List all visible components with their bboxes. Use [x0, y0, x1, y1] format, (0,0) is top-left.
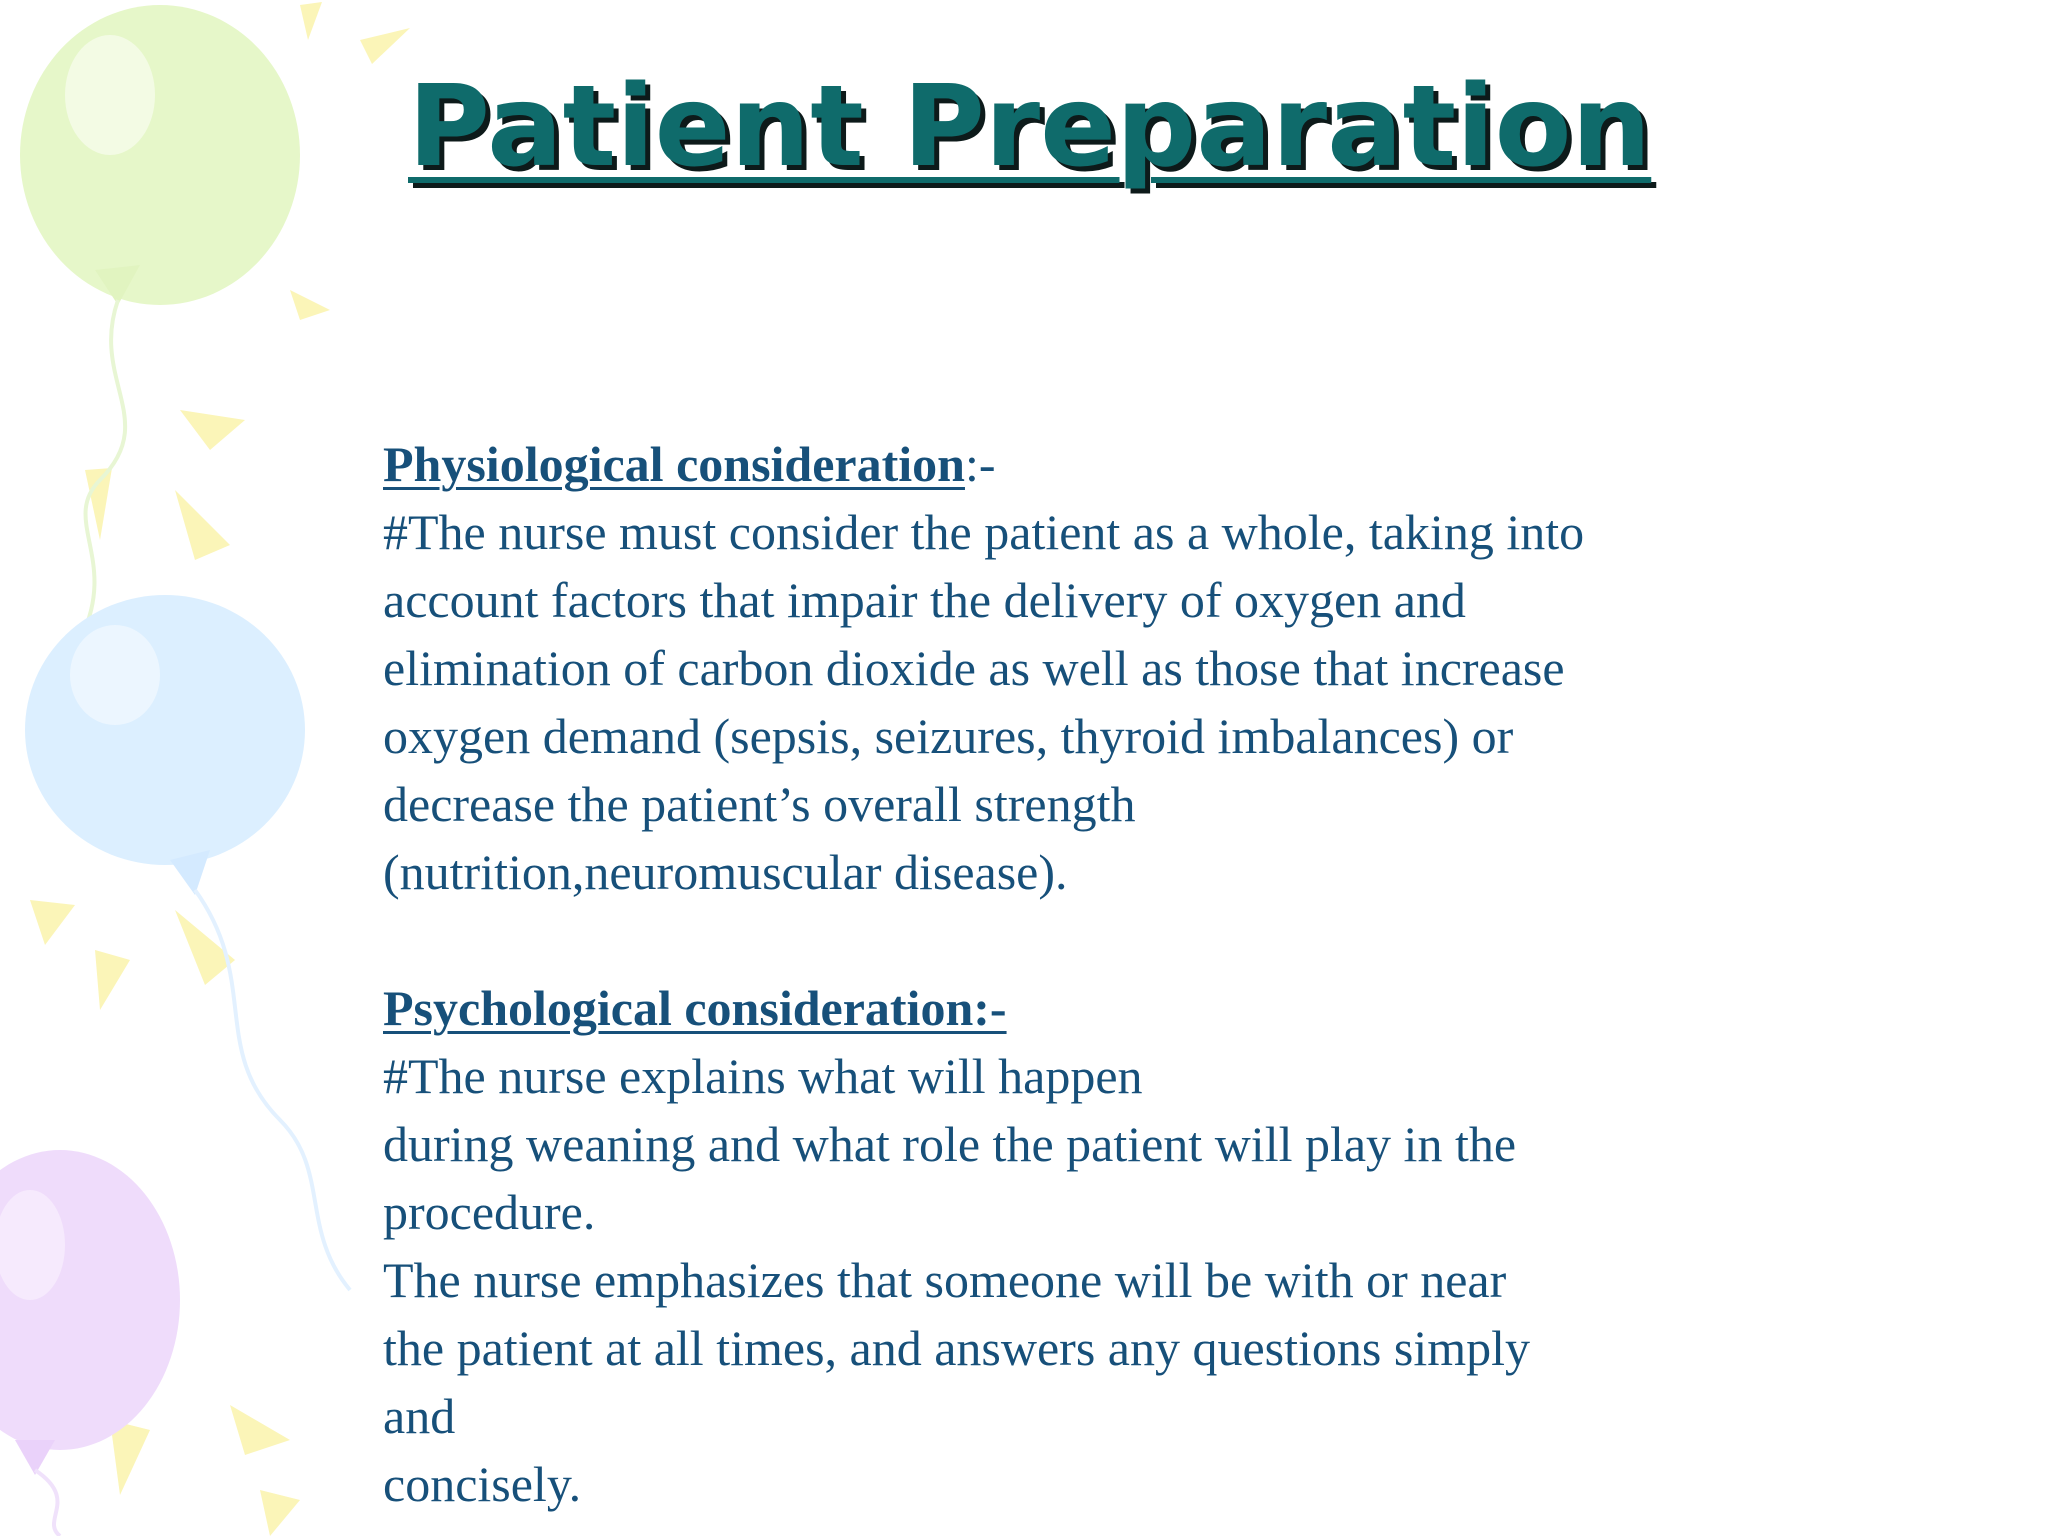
physiological-line-1: #The nurse must consider the patient as a whole, taking into: [383, 504, 1585, 560]
psychological-line-5: the patient at all times, and answers any questions simply: [383, 1320, 1530, 1376]
slide-title: Patient Preparation: [408, 62, 1652, 192]
physiological-section: [383, 430, 1803, 906]
psychological-line-1: #The nurse explains what will happen: [383, 1048, 1143, 1104]
psychological-line-2: during weaning and what role the patient will play in the: [383, 1116, 1517, 1172]
balloon-purple-icon: [0, 1150, 180, 1536]
physiological-heading: [383, 430, 1803, 498]
psychological-section: [383, 974, 1803, 1518]
psychological-heading-text: Psychological consideration:-: [383, 980, 1007, 1036]
psychological-line-3: procedure.: [383, 1184, 596, 1240]
physiological-line-2: account factors that impair the delivery of oxygen and: [383, 572, 1466, 628]
physiological-heading-text: Physiological consideration: [383, 436, 965, 492]
physiological-heading-suffix: :-: [964, 436, 996, 492]
balloon-green-icon: [20, 5, 300, 640]
psychological-line-7: concisely.: [383, 1456, 582, 1512]
slide-content: [383, 430, 1803, 1518]
psychological-heading: [383, 974, 1803, 1042]
psychological-line-6: and: [383, 1388, 456, 1444]
physiological-line-6: (nutrition,neuromuscular disease).: [383, 844, 1068, 900]
physiological-line-5: decrease the patient’s overall strength: [383, 776, 1136, 832]
physiological-line-3: elimination of carbon dioxide as well as those that increase: [383, 640, 1565, 696]
physiological-line-4: oxygen demand (sepsis, seizures, thyroid imbalances) or: [383, 708, 1514, 764]
psychological-line-4: The nurse emphasizes that someone will be with or near: [383, 1252, 1507, 1308]
